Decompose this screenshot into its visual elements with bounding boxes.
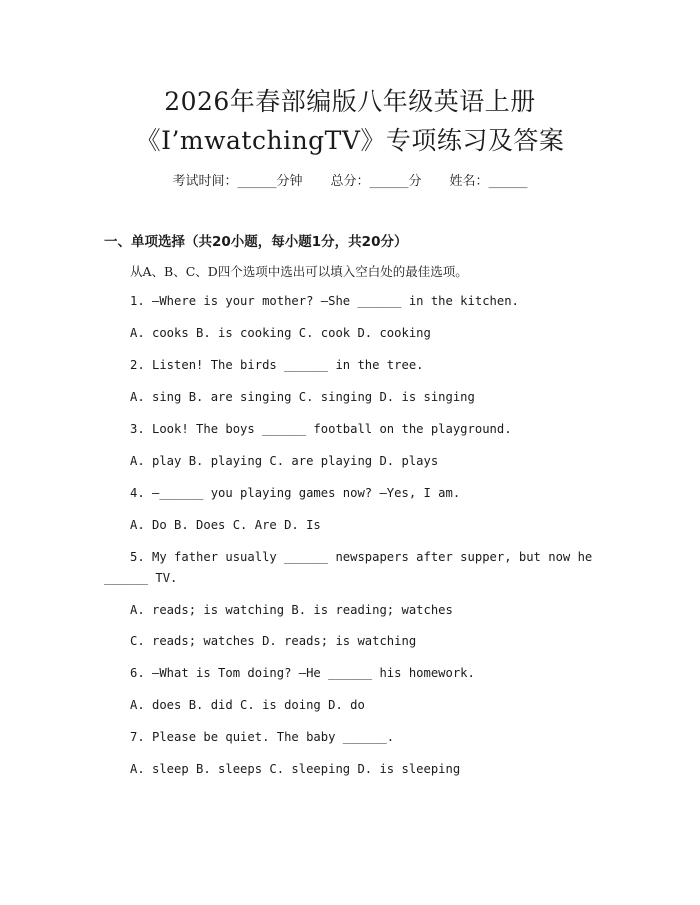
answer-options-line: A. play B. playing C. are playing D. plays xyxy=(130,454,439,468)
question-line: 3. Look! The boys ______ football on the playground. xyxy=(130,422,512,436)
answer-options-line: A. Do B. Does C. Are D. Is xyxy=(130,518,321,532)
question-line: 7. Please be quiet. The baby ______. xyxy=(130,730,395,744)
answer-options-line: A. sleep B. sleeps C. sleeping D. is sleeping xyxy=(130,762,461,776)
exam-info xyxy=(0,170,700,189)
question-line: 2. Listen! The birds ______ in the tree. xyxy=(130,358,424,372)
answer-options-line: A. does B. did C. is doing D. do xyxy=(130,698,365,712)
section-heading: 一、单项选择（共20小题，每小题1分，共20分） xyxy=(104,234,408,250)
document-title-line-1: 2026年春部编版八年级英语上册 xyxy=(164,87,536,116)
answer-options-line: A. sing B. are singing C. singing D. is singing xyxy=(130,390,475,404)
section-instruction: 从A、B、C、D四个选项中选出可以填入空白处的最佳选项。 xyxy=(130,264,468,279)
answer-options-line: A. cooks B. is cooking C. cook D. cooking xyxy=(130,326,431,340)
question-line: 5. My father usually ______ newspapers after supper, but now he xyxy=(130,550,593,564)
document-title-line-2: 《I’mwatchingTV》专项练习及答案 xyxy=(135,126,565,155)
answer-options-line: A. reads; is watching B. is reading; watches xyxy=(130,603,453,617)
exam-time-label: 考试时间：______分钟 xyxy=(172,174,303,189)
student-name-label: 姓名：______ xyxy=(449,174,528,189)
answer-options-line: C. reads; watches D. reads; is watching xyxy=(130,634,417,648)
question-line: 4. —______ you playing games now? —Yes, I am. xyxy=(130,486,461,500)
question-line-continuation: ______ TV. xyxy=(104,571,178,585)
question-line: 1. —Where is your mother? —She ______ in the kitchen. xyxy=(130,294,519,308)
question-line: 6. —What is Tom doing? —He ______ his homework. xyxy=(130,666,475,680)
exam-score-label: 总分：______分 xyxy=(330,174,422,189)
